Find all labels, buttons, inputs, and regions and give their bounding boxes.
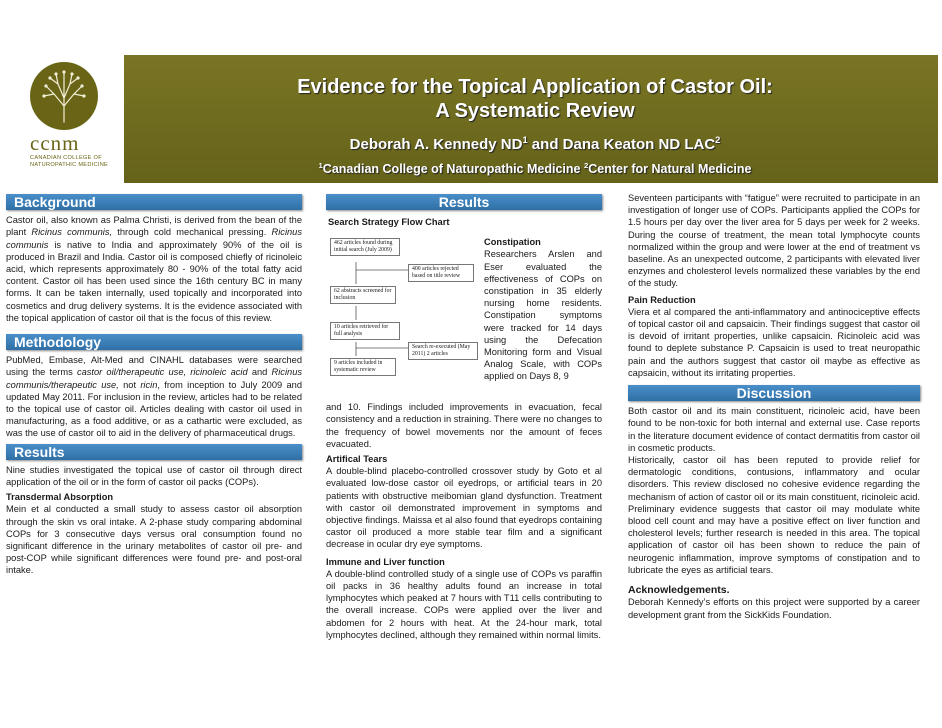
author-2-affiliation: 2 bbox=[715, 135, 721, 145]
results-heading-center: Results bbox=[326, 194, 602, 210]
transdermal-heading: Transdermal Absorption bbox=[6, 492, 114, 503]
methodology-heading: Methodology bbox=[6, 334, 302, 350]
logo-subtitle: CANADIAN COLLEGE OF NATUROPATHIC MEDICINE bbox=[30, 155, 109, 168]
background-heading: Background bbox=[6, 194, 302, 210]
fatigue-text: Seventeen participants with “fatigue” were recruited to participate in an investigation of longer use of COPs. Participants applied the COPs for 1.5 hours per day over the liver area for 5 days per week for 2 weeks. During the course of treatment, the mean total lymphocyte counts normalized within the group and were lower at the end of treatment vs baseline. As an unexpected outcome, 2 participants with elevated liver enzymes and cholesterol levels normalized these variables by the end of the study. bbox=[628, 193, 920, 289]
poster-title-line1: Evidence for the Topical Application of Castor Oil: bbox=[297, 76, 773, 98]
background-text: Castor oil, also known as Palma Christi, is derived from the bean of the plant Ricinus communis, through cold mechanical pressing. Ricinus communis is native to India and approximately 90% of the oil is produced in Brazil and India. Castor oil is composed chiefly of ricinoleic acid, which represents approximately 80 - 90% of the total fatty acid content. Castor oil has been used since the 16th century BC in many forms. It can be taken internally, used topically and incorporated into cosmetics and drug delivery systems. It is the evidence associated with the topical application of castor oil that is the focus of this review. bbox=[6, 215, 302, 323]
results-heading-left: Results bbox=[6, 444, 302, 460]
transdermal-text: Mein et al conducted a small study to assess castor oil absorption through the skin vs oral intake. A 2-phase study comparing abdominal COPs for 3 consecutive days versus oral consumption found no significant difference in the urinary metabolites of castor oil pre- and post-COP while significant differences were found pre- and post-oral intake. bbox=[6, 504, 302, 576]
author-1: Deborah A. Kennedy ND bbox=[349, 136, 523, 153]
logo-wordmark: ccnm bbox=[30, 131, 80, 155]
constipation-text-a: Researchers Arslen and Eser evaluated the effectiveness of COPs on constipation in 35 elderly nursing home residents. Constipation symptoms were tracked for 14 days using the Defecation Monitoring form and Visual Analog Scale, with COPs applied on Days 8, 9 bbox=[484, 249, 602, 382]
affil-2: Center for Natural Medicine bbox=[588, 162, 752, 176]
pain-text: Viera et al compared the anti-inflammatory and antinociceptive effects of topical castor oil and capsaicin. Their findings suggest that castor oil is devoid of irritant properties, unlike capsaicin. Ricinoleic acid was found to deplete substance P. Capsaicin is used to treat neuropathic pain and the authors suggest that castor oil maybe as effective as capsaicin, without its irritating properties. bbox=[628, 306, 920, 378]
authors bbox=[140, 136, 930, 153]
author-2: and Dana Keaton ND LAC bbox=[527, 136, 716, 153]
flow-box-initial: 462 articles found during initial search (July 2009) bbox=[330, 238, 400, 256]
affil-2-num: 2 bbox=[583, 160, 589, 170]
tree-logo-icon bbox=[30, 62, 98, 130]
discussion-heading: Discussion bbox=[628, 385, 920, 401]
search-strategy-flow-chart bbox=[326, 214, 486, 394]
methodology-text: PubMed, Embase, Alt-Med and CINAHL databases were searched using the terms castor oil/therapeutic use, ricinoleic acid and Ricinus communis/therapeutic use, not ricin, from inception to July 2009 and updated May 2011. For inclusion in the review, articles had to be related to the topical use of castor oil. Articles dealing with castor oil used in manufacturing, as a food additive, or as a cathartic were excluded, as was the use of castor oil to aid in the delivery of pharmaceutical drugs. bbox=[6, 355, 303, 439]
flow-box-rejected: 400 articles rejected based on title review bbox=[408, 264, 474, 282]
flow-chart-title: Search Strategy Flow Chart bbox=[328, 217, 450, 228]
flow-box-reexecuted: Search re-executed (May 2011) 2 articles bbox=[408, 342, 478, 360]
affil-1: Canadian College of Naturopathic Medicine bbox=[322, 162, 584, 176]
affiliations bbox=[140, 162, 930, 176]
discussion-text-1: Both castor oil and its main constituent, ricinoleic acid, have been found to be non-toxic for both internal and external use. Case reports in the literature document evidence of contact dermatitis from castor oil in cosmetic products. bbox=[628, 406, 920, 453]
immune-heading: Immune and Liver function bbox=[326, 556, 445, 567]
flow-box-included: 9 articles included in systematic review bbox=[330, 358, 396, 376]
affil-1-num: 1 bbox=[318, 160, 323, 170]
center-column bbox=[326, 192, 602, 641]
flow-and-constipation bbox=[326, 214, 602, 401]
poster-title-line2: A Systematic Review bbox=[435, 100, 635, 122]
tears-text: A double-blind placebo-controlled crossover study by Goto et al evaluated low-dose castor oil eyedrops, or artificial tears in 20 patients with obstructive meibomian gland dysfunction. Treatment with castor oil demonstrated improvement in symptoms and objective findings. Maissa et al also found that eyedrops containing castor oil produced a more stable tear film and a significant decrease in ocular dry eye symptoms. bbox=[326, 466, 602, 550]
right-column bbox=[628, 192, 920, 621]
tears-heading: Artifical Tears bbox=[326, 454, 388, 465]
pain-heading: Pain Reduction bbox=[628, 294, 696, 305]
left-column bbox=[6, 192, 302, 577]
constipation-text-b: and 10. Findings included improvements in evacuation, fecal consistency and a reduction in straining. There were no changes to the frequency of bowel movements nor the amount of feces evacuated. bbox=[326, 402, 602, 449]
acknowledgements-text: Deborah Kennedy’s efforts on this project were supported by a career development grant from the SickKids Foundation. bbox=[628, 597, 920, 620]
results-intro-text: Nine studies investigated the topical use of castor oil through direct application of the oil or in the form of castor oil packs (COPs). bbox=[6, 464, 302, 488]
discussion-text-2: Historically, castor oil has been reputed to provide relief for dermatologic conditions, contusions, inflammatory and ocular disorders. This review disclosed no cohesive evidence regarding the mechanism of action of castor oil or its main constituent, ricinoleic acid. bbox=[628, 455, 920, 502]
constipation-heading: Constipation bbox=[484, 237, 541, 248]
flow-box-screened: 62 abstracts screened for inclusion bbox=[330, 286, 396, 304]
flow-box-retrieved: 10 articles retrieved for full analysis bbox=[330, 322, 400, 340]
constipation-block bbox=[484, 214, 602, 382]
author-1-affiliation: 1 bbox=[522, 135, 528, 145]
immune-text: A double-blind controlled study of a single use of COPs vs paraffin oil packs in 36 healthy adults found an increase in total lymphocytes which peaked at 7 hours with T11 cells contributing to the overall increase. COPs were applied over the liver and abdomen for 2 hours with heat. At the 24-hour mark, total lymphocytes declined, although they remained within normal limits. bbox=[326, 568, 602, 640]
acknowledgements-heading: Acknowledgements. bbox=[628, 584, 730, 597]
discussion-text-3: Preliminary evidence suggests that castor oil may modulate white blood cell count and may have a positive effect on liver function and cholesterol levels; further research is needed in this area. The topical application of castor oil has been shown to reduce the pain of neurogenic inflammation, improve symptoms of constipation and to lubricate the eyes as artificial tears. bbox=[628, 503, 920, 575]
